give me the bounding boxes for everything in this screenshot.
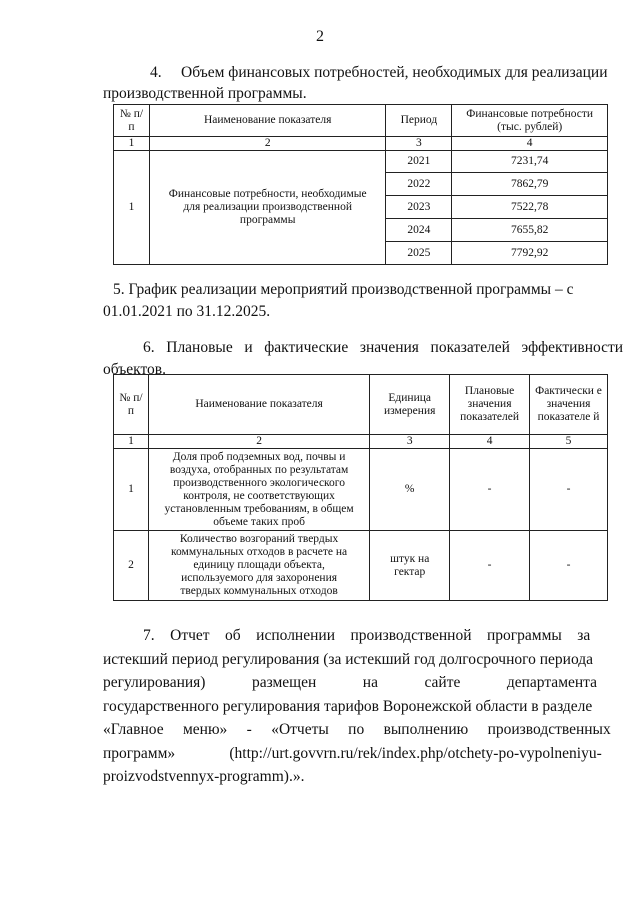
section5-line2: 01.01.2021 по 31.12.2025. (103, 303, 271, 320)
table-row (114, 531, 608, 601)
t1-value: 7231,74 (452, 151, 608, 173)
t2-row-fact: - (530, 531, 608, 601)
financial-needs-table (113, 104, 608, 265)
table-row (114, 449, 608, 531)
t2-row-unit: % (370, 449, 450, 531)
t1-year: 2024 (386, 219, 452, 242)
t1-row-name: Финансовые потребности, необходимые для реализации производственной программы (149, 151, 386, 265)
section6-line2: объектов. (103, 361, 166, 378)
t2-row-fact: - (530, 449, 608, 531)
t1-num-2: 2 (149, 137, 386, 151)
t1-year: 2023 (386, 196, 452, 219)
t1-num-1: 1 (114, 137, 150, 151)
section7-paragraph (103, 624, 611, 789)
t2-row-plan: - (450, 449, 530, 531)
table1-header-row (114, 105, 608, 137)
section7-line1: 7. Отчет об исполнении производственной программы за (143, 627, 591, 644)
t1-value: 7522,78 (452, 196, 608, 219)
table-row (114, 151, 608, 173)
t1-header-period: Период (386, 105, 452, 137)
efficiency-indicators-table (113, 374, 608, 601)
t2-num-4: 4 (450, 435, 530, 449)
t1-value: 7862,79 (452, 173, 608, 196)
table1-number-row (114, 137, 608, 151)
section7-line6: программ» (http://urt.govvrn.ru/rek/index.php/otchety-po-vypolneniyu- (103, 744, 602, 762)
t2-header-no: № п/п (114, 375, 149, 435)
t1-num-4: 4 (452, 137, 608, 151)
table2-number-row (114, 435, 608, 449)
t1-year: 2022 (386, 173, 452, 196)
t1-header-no: № п/п (114, 105, 150, 137)
t2-row-name: Количество возгораний твердых коммунальных отходов в расчете на единицу площади объекта, используемого для захоронения твердых коммунальных отходов (148, 531, 369, 601)
t2-row-plan: - (450, 531, 530, 601)
t2-header-plan: Плановые значения показателей (450, 375, 530, 435)
t2-num-1: 1 (114, 435, 149, 449)
t2-num-2: 2 (148, 435, 369, 449)
t1-num-3: 3 (386, 137, 452, 151)
t1-value: 7655,82 (452, 219, 608, 242)
section4-heading-line1: 4. Объем финансовых потребностей, необходимых для реализации (150, 64, 608, 81)
section5-line1: 5. График реализации мероприятий производственной программы – с (113, 281, 574, 298)
t2-num-5: 5 (530, 435, 608, 449)
t1-header-needs: Финансовые потребности (тыс. рублей) (452, 105, 608, 137)
t1-year: 2021 (386, 151, 452, 173)
section7-line4: государственного регулирования тарифов Воронежской области в разделе (103, 697, 593, 715)
section7-line5: «Главное меню» - «Отчеты по выполнению производственных (103, 721, 611, 738)
section4-heading (103, 62, 608, 104)
t2-header-name: Наименование показателя (148, 375, 369, 435)
t2-header-fact: Фактически е значения показателе й (530, 375, 608, 435)
section7-line7: proizvodstvennyx-programm).». (103, 768, 305, 785)
t2-row-no: 1 (114, 449, 149, 531)
section5-paragraph (103, 279, 608, 323)
section4-heading-line2: производственной программы. (103, 85, 307, 102)
t2-header-unit: Единица измерения (370, 375, 450, 435)
t2-row-unit: штук на гектар (370, 531, 450, 601)
t1-year: 2025 (386, 242, 452, 265)
section7-line3: регулирования) размещен на сайте департамента (103, 674, 598, 691)
t1-value: 7792,92 (452, 242, 608, 265)
t2-row-name: Доля проб подземных вод, почвы и воздуха, отобранных по результатам производственного экологического контроля, не соответствующих установленным требованиям, в общем объеме таких проб (148, 449, 369, 531)
t1-row-no: 1 (114, 151, 150, 265)
table2-header-row (114, 375, 608, 435)
page-number: 2 (316, 28, 324, 45)
section7-line2: истекший период регулирования (за истекший год долгосрочного периода (103, 650, 594, 668)
t2-row-no: 2 (114, 531, 149, 601)
section6-line1: 6. Плановые и фактические значения показателей эффективности (143, 339, 624, 356)
t2-num-3: 3 (370, 435, 450, 449)
t1-header-name: Наименование показателя (149, 105, 386, 137)
